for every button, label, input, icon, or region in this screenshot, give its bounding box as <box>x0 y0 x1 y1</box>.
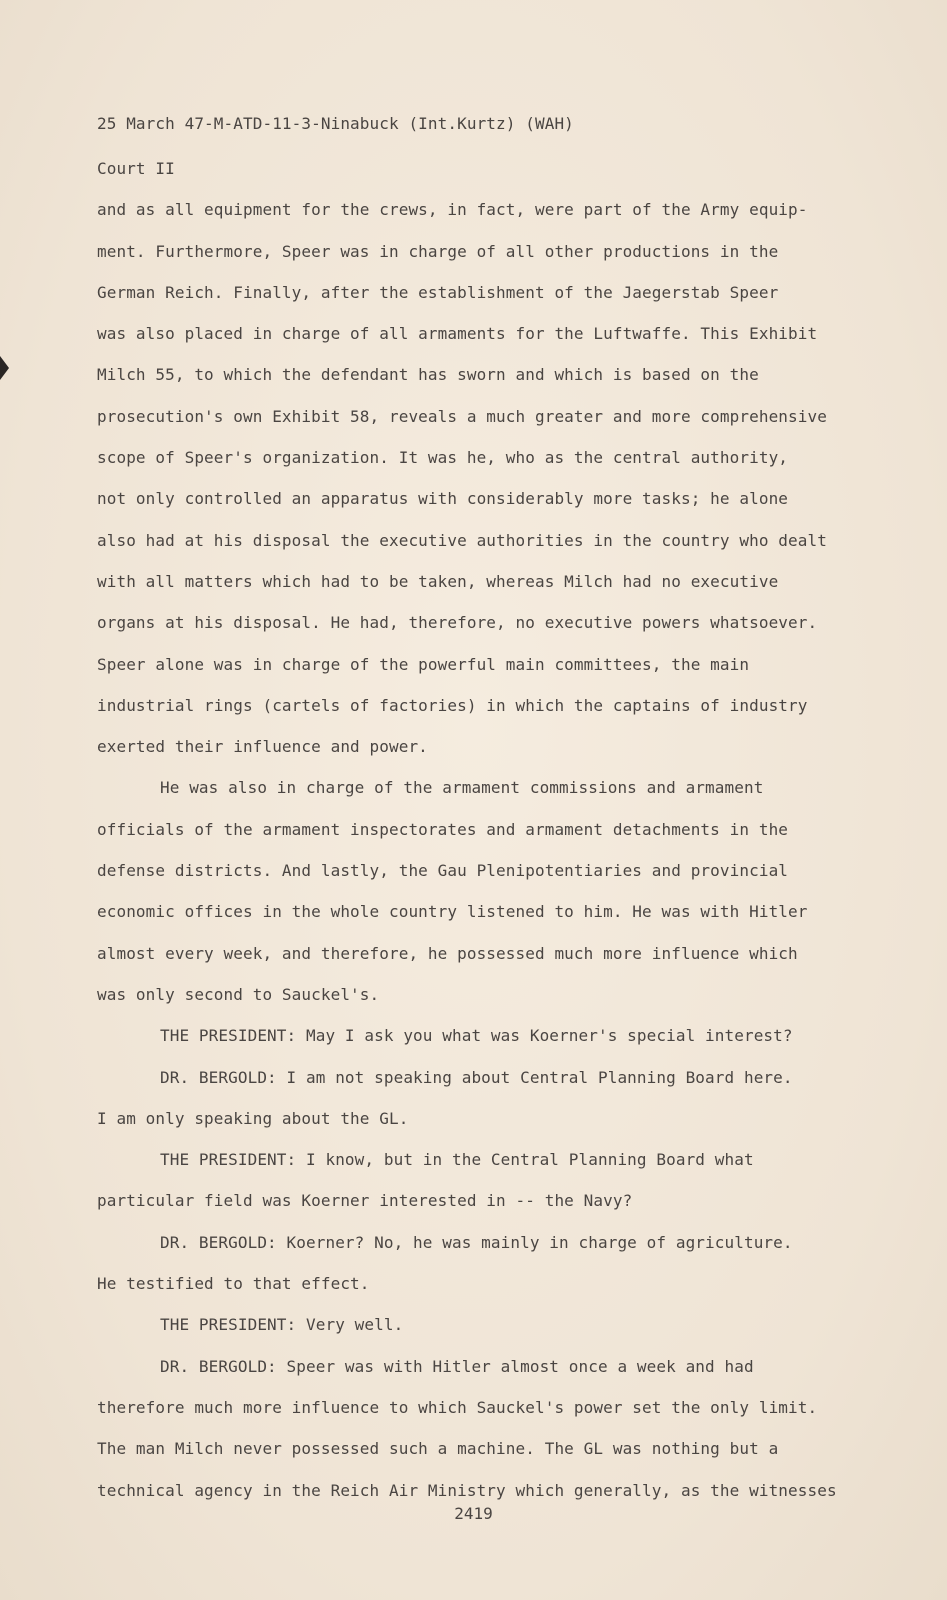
text-line: defense districts. And lastly, the Gau Plenipotentiaries and provincial <box>97 861 789 881</box>
text-line: particular field was Koerner interested in -- the Navy? <box>97 1191 633 1211</box>
text-line: Speer alone was in charge of the powerful main committees, the main <box>97 654 750 674</box>
text-line: THE PRESIDENT: Very well. <box>160 1315 404 1335</box>
text-line: ment. Furthermore, Speer was in charge of all other productions in the <box>97 241 779 261</box>
text-line: Milch 55, to which the defendant has sworn and which is based on the <box>97 365 759 385</box>
page-number: 2419 <box>454 1504 493 1523</box>
text-line: DR. BERGOLD: Koerner? No, he was mainly in charge of agriculture. <box>160 1232 793 1252</box>
text-line: He testified to that effect. <box>97 1274 370 1294</box>
text-line: was also placed in charge of all armaments for the Luftwaffe. This Exhibit <box>97 324 818 344</box>
court-label: Court II <box>97 159 175 178</box>
text-line: exerted their influence and power. <box>97 737 428 757</box>
text-line: prosecution's own Exhibit 58, reveals a much greater and more comprehensive <box>97 406 827 426</box>
text-line: economic offices in the whole country listened to him. He was with Hitler <box>97 902 808 922</box>
transcript-text <box>97 100 887 1511</box>
text-line: was only second to Sauckel's. <box>97 984 380 1004</box>
text-line: almost every week, and therefore, he possessed much more influence which <box>97 943 798 963</box>
text-line: organs at his disposal. He had, therefore, no executive powers whatsoever. <box>97 613 818 633</box>
text-line: I am only speaking about the GL. <box>97 1108 409 1128</box>
text-line: officials of the armament inspectorates and armament detachments in the <box>97 819 789 839</box>
header-line: 25 March 47-M-ATD-11-3-Ninabuck (Int.Kurtz) (WAH) <box>97 114 574 133</box>
text-line: DR. BERGOLD: Speer was with Hitler almost once a week and had <box>160 1356 754 1376</box>
text-line: industrial rings (cartels of factories) in which the captains of industry <box>97 695 808 715</box>
text-line: German Reich. Finally, after the establishment of the Jaegerstab Speer <box>97 282 779 302</box>
text-line: He was also in charge of the armament commissions and armament <box>160 778 764 798</box>
text-line: not only controlled an apparatus with considerably more tasks; he alone <box>97 489 789 509</box>
text-line: THE PRESIDENT: May I ask you what was Koerner's special interest? <box>160 1026 793 1046</box>
text-line: technical agency in the Reich Air Ministry which generally, as the witnesses <box>97 1480 837 1500</box>
text-line: and as all equipment for the crews, in fact, were part of the Army equip- <box>97 200 808 220</box>
text-line: DR. BERGOLD: I am not speaking about Central Planning Board here. <box>160 1067 793 1087</box>
text-line: The man Milch never possessed such a machine. The GL was nothing but a <box>97 1439 779 1459</box>
page-edge-mark <box>0 356 9 380</box>
text-line: scope of Speer's organization. It was he, who as the central authority, <box>97 448 789 468</box>
text-line: with all matters which had to be taken, whereas Milch had no executive <box>97 571 779 591</box>
text-line: THE PRESIDENT: I know, but in the Central Planning Board what <box>160 1150 754 1170</box>
text-line: therefore much more influence to which Sauckel's power set the only limit. <box>97 1397 818 1417</box>
text-line: also had at his disposal the executive authorities in the country who dealt <box>97 530 827 550</box>
